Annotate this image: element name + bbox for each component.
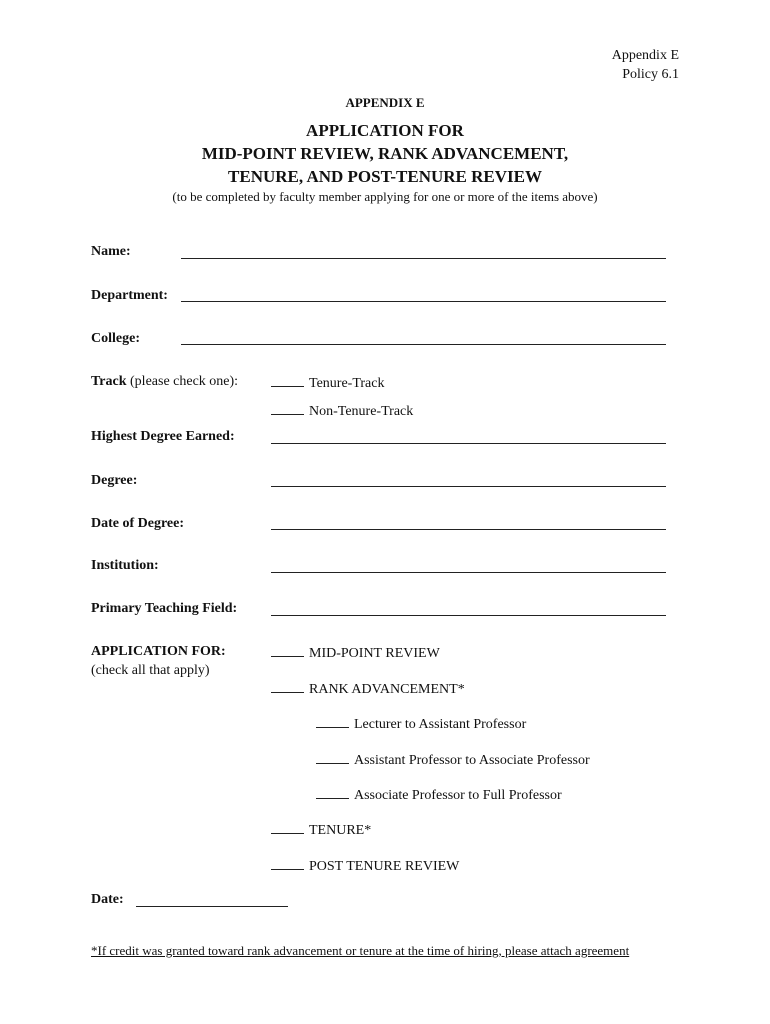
department-field[interactable] [181, 301, 666, 302]
department-label: Department: [91, 288, 168, 303]
tenure-checkbox[interactable] [271, 821, 304, 834]
option-tenure-track[interactable] [271, 374, 384, 392]
lecturer-to-assistant-checkbox[interactable] [316, 715, 349, 728]
header-appendix: Appendix E [611, 48, 679, 63]
mid-point-label: MID-POINT REVIEW [309, 646, 440, 661]
title-line-2: MID-POINT REVIEW, RANK ADVANCEMENT, [201, 144, 569, 163]
rank-advancement-label: RANK ADVANCEMENT* [309, 682, 465, 697]
highest-degree-field[interactable] [271, 443, 666, 444]
option-post-tenure[interactable] [271, 857, 459, 875]
option-non-tenure-track[interactable] [271, 402, 413, 420]
degree-label: Degree: [91, 473, 138, 488]
associate-to-full-label: Associate Professor to Full Professor [354, 788, 562, 803]
header-policy: Policy 6.1 [622, 67, 679, 82]
rank-advancement-checkbox[interactable] [271, 680, 304, 693]
option-associate-to-full[interactable] [316, 786, 562, 804]
assistant-to-associate-label: Assistant Professor to Associate Professor [354, 753, 590, 768]
primary-field-label: Primary Teaching Field: [91, 601, 238, 616]
highest-degree-label: Highest Degree Earned: [91, 429, 235, 444]
track-label [91, 374, 238, 390]
tenure-track-label: Tenure-Track [309, 376, 385, 391]
application-for-note: (check all that apply) [91, 663, 210, 678]
mid-point-checkbox[interactable] [271, 644, 304, 657]
track-label-bold: Track [91, 374, 127, 389]
institution-field[interactable] [271, 572, 666, 573]
assistant-to-associate-checkbox[interactable] [316, 751, 349, 764]
name-field[interactable] [181, 258, 666, 259]
subtitle: (to be completed by faculty member applying for one or more of the items above) [172, 189, 598, 204]
date-of-degree-label: Date of Degree: [91, 516, 185, 531]
option-rank-advancement[interactable] [271, 680, 465, 698]
date-field[interactable] [136, 906, 288, 907]
tenure-label: TENURE* [309, 823, 372, 838]
name-label: Name: [91, 244, 131, 259]
option-mid-point[interactable] [271, 644, 440, 662]
institution-label: Institution: [91, 558, 159, 573]
non-tenure-track-checkbox[interactable] [271, 402, 304, 415]
non-tenure-track-label: Non-Tenure-Track [309, 404, 414, 419]
college-field[interactable] [181, 344, 666, 345]
degree-field[interactable] [271, 486, 666, 487]
tenure-track-checkbox[interactable] [271, 374, 304, 387]
title-line-1: APPLICATION FOR [306, 121, 464, 140]
option-assistant-to-associate[interactable] [316, 751, 590, 769]
application-for-label: APPLICATION FOR: [91, 644, 226, 659]
appendix-label: APPENDIX E [345, 95, 425, 110]
option-tenure[interactable] [271, 821, 371, 839]
lecturer-to-assistant-label: Lecturer to Assistant Professor [354, 717, 527, 732]
date-of-degree-field[interactable] [271, 529, 666, 530]
option-lecturer-to-assistant[interactable] [316, 715, 526, 733]
post-tenure-checkbox[interactable] [271, 857, 304, 870]
footnote: *If credit was granted toward rank advancement or tenure at the time of hiring, please attach agreement [91, 943, 630, 958]
date-label: Date: [91, 892, 124, 907]
primary-field-field[interactable] [271, 615, 666, 616]
post-tenure-label: POST TENURE REVIEW [309, 859, 460, 874]
associate-to-full-checkbox[interactable] [316, 786, 349, 799]
college-label: College: [91, 331, 140, 346]
title-line-3: TENURE, AND POST-TENURE REVIEW [228, 167, 542, 186]
track-label-note: (please check one): [126, 374, 239, 389]
